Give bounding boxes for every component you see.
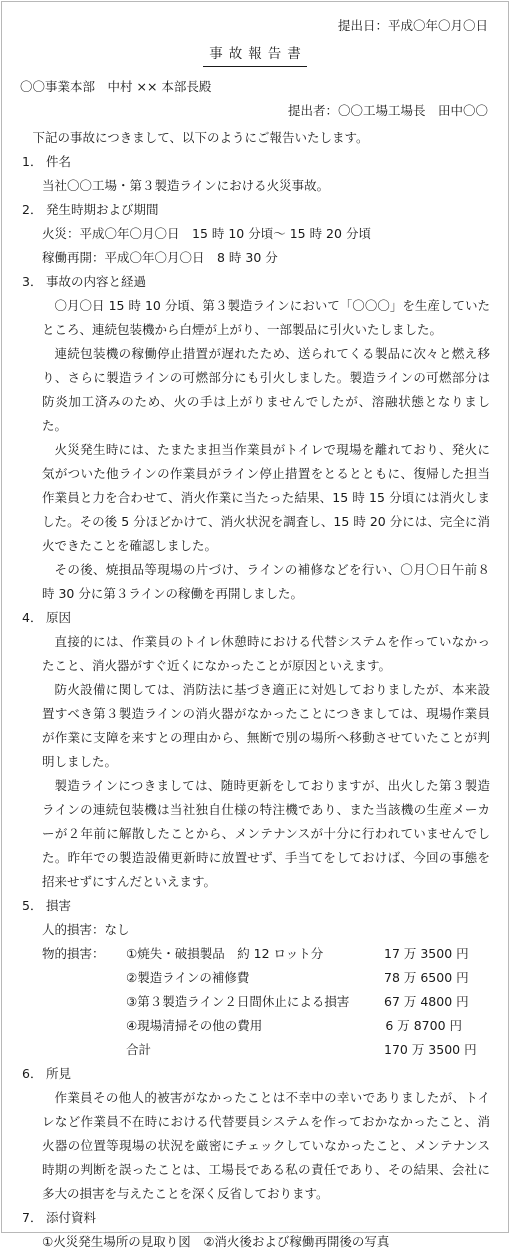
- submitter: 提出者：〇〇工場工場長 田中〇〇: [287, 103, 488, 118]
- damage-amount: 67 万 4800 円: [384, 994, 469, 1009]
- damage-item: ③第３製造ライン２日間休止による損害: [126, 994, 350, 1009]
- section-title: 添付資料: [46, 1210, 97, 1225]
- section-number: 2．: [22, 202, 43, 217]
- section-6-body: [20, 1086, 490, 1206]
- fire-period: 火災：平成〇年〇月〇日 15 時 10 分頃～ 15 時 20 分頃: [42, 226, 371, 241]
- section-number: 3．: [22, 274, 43, 289]
- section-number: 4．: [22, 610, 43, 625]
- section-2-body: [20, 222, 490, 270]
- damage-row: [42, 990, 490, 1014]
- title-wrapper: [20, 42, 490, 67]
- damage-amount: 17 万 3500 円: [384, 946, 469, 961]
- section-title: 原因: [46, 610, 72, 625]
- damage-row: [42, 1014, 490, 1038]
- restart-time: 稼働再開：平成〇年〇月〇日 8 時 30 分: [42, 250, 278, 265]
- intro-text: 下記の事故につきまして、以下のようにご報告いたします。: [32, 130, 369, 145]
- human-damage: 人的損害：なし: [42, 922, 130, 937]
- damage-item: ②製造ラインの補修費: [126, 970, 250, 985]
- section-title: 事故の内容と経過: [46, 274, 147, 289]
- section-7-heading: [20, 1206, 490, 1230]
- property-damage-label: 物的損害：: [42, 946, 105, 961]
- section-4-body: [20, 630, 490, 894]
- section-number: 5．: [22, 898, 43, 913]
- submission-date: 提出日：平成〇年〇月〇日: [337, 18, 488, 33]
- section-1-body: 当社〇〇工場・第３製造ラインにおける火災事故。: [42, 178, 330, 193]
- section-title: 件名: [46, 154, 72, 169]
- section-title: 所見: [46, 1066, 72, 1081]
- section-title: 損害: [46, 898, 72, 913]
- paragraph: 連続包装機の稼働停止措置が遅れたため、送られてくる製品に次々と燃え移り、さらに製造ラインの可燃部分にも引火しました。製造ラインの可燃部分は防炎加工済みのため、火の手は上がりませんでしたが、溶融状態となりました。: [42, 346, 490, 433]
- total-label: 合計: [126, 1042, 152, 1057]
- section-7-body: ①火災発生場所の見取り図 ②消火後および稼働再開後の写真: [42, 1234, 390, 1249]
- damage-item: ①焼失・破損製品 約 12 ロット分: [126, 946, 324, 961]
- damage-amount: 78 万 6500 円: [384, 970, 469, 985]
- section-number: 7．: [22, 1210, 43, 1225]
- report-page: [1, 1, 509, 1249]
- section-4-heading: [20, 606, 490, 630]
- paragraph: 防火設備に関しては、消防法に基づき適正に対処しておりましたが、本来設置すべき第３製造ラインの消火器がなかったことにつきましては、現場作業員が作業に支障を来すとの理由から、無断で別の場所へ移動させていたことが判明しました。: [42, 682, 490, 769]
- section-number: 1．: [22, 154, 43, 169]
- section-5-heading: [20, 894, 490, 918]
- damage-total-row: [42, 1038, 490, 1062]
- paragraph: 火災発生時には、たまたま担当作業員がトイレで現場を離れており、発火に気がついた他ラインの作業員がライン停止措置をとるとともに、復帰した担当作業員と力を合わせて、消火作業に当たった結果、15 時 15 分頃には消火しました。その後 5 分ほどかけて、消火状況を調査し、15 時 20 分には、完全に消火できたことを確認しました。: [42, 442, 490, 553]
- paragraph: 作業員その他人的被害がなかったことは不幸中の幸いでありましたが、トイレなど作業員不在時における代替要員システムを作っておかなかったこと、消火器の位置等現場の状況を厳密にチェックしていなかったこと、メンテナンス時期の判断を誤ったことは、工場長である私の責任であり、その結果、会社に多大の損害を与えたことを深く反省しております。: [42, 1090, 490, 1201]
- recipient: 〇〇事業本部 中村 ×× 本部長殿: [20, 79, 212, 94]
- section-title: 発生時期および期間: [46, 202, 159, 217]
- damage-item: ④現場清掃その他の費用: [126, 1018, 263, 1033]
- damage-row: [42, 942, 490, 966]
- paragraph: 直接的には、作業員のトイレ休憩時における代替システムを作っていなかったこと、消火器がすぐ近くになかったことが原因といえます。: [42, 634, 490, 673]
- section-3-heading: [20, 270, 490, 294]
- paragraph: 〇月〇日 15 時 10 分頃、第３製造ラインにおいて「〇〇〇」を生産していたところ、連続包装機から白煙が上がり、一部製品に引火いたしました。: [42, 298, 490, 337]
- document-title: 事故報告書: [203, 43, 307, 67]
- section-5-body: [20, 918, 490, 1062]
- damage-amount: 6 万 8700 円: [385, 1018, 462, 1033]
- section-1-heading: [20, 150, 490, 174]
- section-number: 6．: [22, 1066, 43, 1081]
- section-3-body: [20, 294, 490, 606]
- paragraph: その後、焼損品等現場の片づけ、ラインの補修などを行い、〇月〇日午前８時 30 分に第３ラインの稼働を再開しました。: [42, 562, 490, 601]
- damage-row: [42, 966, 490, 990]
- paragraph: 製造ラインにつきましては、随時更新をしておりますが、出火した第３製造ラインの連続包装機は当社独自仕様の特注機であり、また当該機の生産メーカーが２年前に解散したことから、メンテナンスが十分に行われていませんでした。昨年での製造設備更新時に放置せず、手当てをしておけば、今回の事態を招来せずにすんだといえます。: [42, 778, 490, 889]
- section-2-heading: [20, 198, 490, 222]
- total-amount: 170 万 3500 円: [384, 1042, 477, 1057]
- section-6-heading: [20, 1062, 490, 1086]
